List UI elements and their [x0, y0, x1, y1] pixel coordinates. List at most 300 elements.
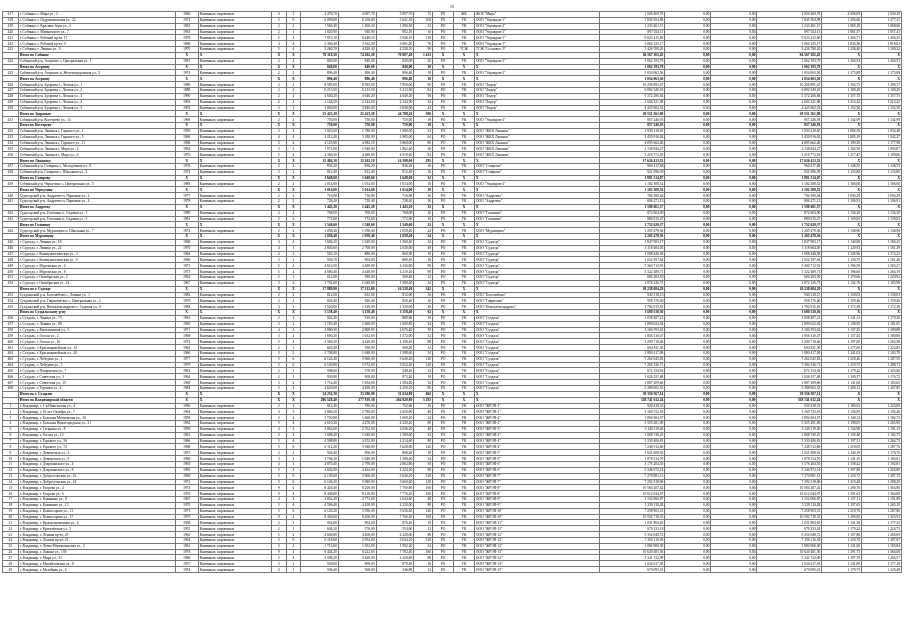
- table-cell: Х: [286, 111, 301, 117]
- table-cell: 5: [271, 140, 286, 146]
- table-cell: Х: [862, 204, 902, 210]
- table-cell: 1 720,40: [301, 321, 339, 327]
- table-cell: 4 560,20: [301, 339, 339, 345]
- table-cell: 1 205 478,36: [757, 234, 822, 240]
- table-cell: 1 520,00: [338, 304, 376, 310]
- table-cell: 465: [3, 368, 19, 374]
- table-cell: 1: [3, 403, 19, 409]
- table-cell: 0,00: [711, 397, 757, 403]
- table-cell: 29 551 561,90: [600, 111, 665, 117]
- table-cell: РО: [433, 321, 454, 327]
- table-cell: 0,00: [711, 286, 757, 292]
- table-cell: РО: [433, 426, 454, 432]
- table-cell: 0,00: [665, 76, 711, 82]
- table-cell: 2: [286, 543, 301, 549]
- table-cell: Х: [175, 52, 198, 58]
- table-cell: Х: [862, 76, 902, 82]
- table-cell: 1 698,40: [301, 432, 339, 438]
- table-cell: 0,00: [711, 263, 757, 269]
- table-cell: 1969: [175, 473, 198, 479]
- table-cell: 0,00: [711, 87, 757, 93]
- table-cell: 1964: [175, 374, 198, 380]
- table-cell: Каменные, кирпичные: [198, 537, 271, 543]
- table-cell: 1: [286, 274, 301, 280]
- table-cell: 28: [3, 561, 19, 567]
- table-cell: 812,00: [338, 292, 376, 298]
- table-cell: г. Владимир, г. Добросельская ул., 24: [18, 479, 175, 485]
- table-cell: 1 140,19: [822, 450, 862, 456]
- table-cell: 840,00: [338, 64, 376, 70]
- table-cell: УК: [453, 199, 474, 205]
- table-cell: 0,00: [665, 350, 711, 356]
- table-cell: Х: [175, 111, 198, 117]
- table-cell: 0,00: [665, 210, 711, 216]
- table-cell: Х: [271, 123, 286, 129]
- table-cell: г. Владимир, г. Большая Московская ул., 10: [18, 415, 175, 421]
- table-cell: ООО "ЖРЭП-2": [474, 415, 600, 421]
- table-cell: 25 423,20: [338, 111, 376, 117]
- table-cell: 0,00: [665, 397, 711, 403]
- table-cell: г. Владимир, г. Горького ул., 72: [18, 444, 175, 450]
- table-cell: РО: [433, 356, 454, 362]
- table-cell: 1 200,22: [862, 47, 902, 53]
- table-cell: 4: [286, 549, 301, 555]
- table-cell: 0,00: [665, 567, 711, 573]
- table-cell: 286 528,40: [301, 397, 339, 403]
- table-cell: 1 287,76: [862, 444, 902, 450]
- table-cell: 32: [414, 432, 433, 438]
- table-cell: 2 880,30: [301, 327, 339, 333]
- table-cell: 1 157,75: [822, 93, 862, 99]
- table-cell: 3: [271, 456, 286, 462]
- table-cell: 467: [3, 380, 19, 386]
- table-cell: 16: [414, 193, 433, 199]
- table-cell: УК: [453, 35, 474, 41]
- table-cell: 0,00: [711, 181, 757, 187]
- table-cell: РО: [433, 350, 454, 356]
- table-cell: 7 256 116,94: [600, 537, 665, 543]
- table-cell: УК: [453, 386, 474, 392]
- table-cell: Собинский р-н, Костерево ул., 14: [18, 117, 175, 123]
- table-cell: 1 177,32: [862, 520, 902, 526]
- table-cell: 5 946,10: [376, 35, 414, 41]
- table-cell: 1 364,68: [862, 491, 902, 497]
- table-cell: Х: [271, 310, 286, 316]
- table-cell: 1 102,50: [822, 146, 862, 152]
- table-cell: 4 640,20: [376, 93, 414, 99]
- table-cell: 0,00: [665, 41, 711, 47]
- table-cell: 18: [414, 70, 433, 76]
- table-cell: РО: [433, 134, 454, 140]
- table-cell: 120: [414, 444, 433, 450]
- table-cell: 34: [414, 380, 433, 386]
- table-cell: 5: [271, 35, 286, 41]
- table-cell: 1 166,00: [822, 181, 862, 187]
- table-cell: ООО "Суздаль": [474, 333, 600, 339]
- table-cell: 3: [271, 304, 286, 310]
- table-cell: 1 172,23: [862, 251, 902, 257]
- table-cell: 0,00: [665, 339, 711, 345]
- table-cell: 921 096,39: [757, 169, 822, 175]
- table-cell: 5: [271, 269, 286, 275]
- table-cell: 0,00: [711, 345, 757, 351]
- table-cell: ООО "Судогда": [474, 263, 600, 269]
- table-cell: 1 690,20: [301, 333, 339, 339]
- table-cell: 5: [271, 339, 286, 345]
- table-cell: Каменные, кирпичные: [198, 485, 271, 491]
- table-cell: 0,00: [711, 251, 757, 257]
- table-cell: 0,00: [711, 333, 757, 339]
- table-cell: 1969: [175, 380, 198, 386]
- table-cell: 0,00: [665, 64, 711, 70]
- table-cell: Х: [453, 391, 474, 397]
- table-cell: 836,20: [338, 163, 376, 169]
- table-cell: 5 634,20: [376, 537, 414, 543]
- table-cell: 768,00: [376, 210, 414, 216]
- table-cell: Х: [271, 175, 286, 181]
- table-cell: 5 339 110,28: [757, 502, 822, 508]
- table-cell: УК: [453, 350, 474, 356]
- table-cell: Х: [474, 175, 600, 181]
- table-cell: 4 580,40: [301, 269, 339, 275]
- table-cell: УК: [453, 333, 474, 339]
- table-cell: Каменные, кирпичные: [198, 356, 271, 362]
- table-cell: 940 318,15: [757, 292, 822, 298]
- table-cell: 1 267,85: [862, 386, 902, 392]
- table-cell: ООО "ЖКХ Лакинск": [474, 134, 600, 140]
- table-cell: 1 580,00: [376, 432, 414, 438]
- table-cell: 0,00: [711, 310, 757, 316]
- table-cell: 4 228,60: [376, 532, 414, 538]
- table-cell: 16: [414, 298, 433, 304]
- table-cell: г. Владимир, г. Комиссарова ул., 17: [18, 514, 175, 520]
- table-cell: Х: [286, 52, 301, 58]
- table-cell: 2: [271, 450, 286, 456]
- table-cell: 3: [286, 497, 301, 503]
- table-cell: г. Собинка, г. Мира ул., 3: [18, 12, 175, 18]
- table-cell: 0,00: [665, 426, 711, 432]
- table-cell: 5 954,00: [338, 537, 376, 543]
- table-cell: 429: [3, 99, 19, 105]
- table-cell: ООО "Судогда": [474, 251, 600, 257]
- table-cell: 1 225,66: [862, 368, 902, 374]
- table-cell: 2: [286, 193, 301, 199]
- table-cell: 1 287,87: [862, 537, 902, 543]
- table-cell: Х: [862, 187, 902, 193]
- table-cell: 2: [271, 70, 286, 76]
- table-cell: 2: [286, 117, 301, 123]
- table-cell: 2 662,80: [376, 461, 414, 467]
- table-cell: 1 177,65: [822, 345, 862, 351]
- table-cell: 1 014,00: [338, 187, 376, 193]
- table-cell: УК: [453, 134, 474, 140]
- table-cell: 3: [271, 432, 286, 438]
- table-cell: ООО "Судогда": [474, 274, 600, 280]
- table-cell: 840,00: [301, 64, 339, 70]
- table-cell: 5 960,00: [338, 356, 376, 362]
- table-cell: 1965: [175, 23, 198, 29]
- table-cell: 0,00: [711, 456, 757, 462]
- table-cell: Х: [175, 234, 198, 240]
- table-cell: Х: [474, 64, 600, 70]
- table-cell: 448: [3, 257, 19, 263]
- table-cell: УК: [453, 467, 474, 473]
- table-cell: 1967: [175, 497, 198, 503]
- table-cell: 1 058,40: [338, 228, 376, 234]
- table-cell: 7 760,80: [376, 485, 414, 491]
- table-cell: Х: [286, 286, 301, 292]
- table-cell: 5 972,00: [338, 362, 376, 368]
- table-cell: 4 612,50: [301, 263, 339, 269]
- table-cell: 0,00: [665, 473, 711, 479]
- table-cell: 7 248 512,60: [600, 444, 665, 450]
- table-cell: 1 720,80: [301, 415, 339, 421]
- table-cell: 20 238 684,29: [757, 286, 822, 292]
- table-cell: 0,00: [711, 467, 757, 473]
- table-cell: Х: [453, 222, 474, 228]
- table-cell: 836,20: [376, 163, 414, 169]
- table-cell: 34 252,30: [301, 391, 339, 397]
- table-cell: 6 130,60: [301, 473, 339, 479]
- table-cell: 1 264,52: [822, 58, 862, 64]
- table-cell: 768,00: [338, 210, 376, 216]
- table-cell: УК: [453, 479, 474, 485]
- table-cell: 5 210 772,18: [600, 152, 665, 158]
- table-cell: 806 271,13: [757, 199, 822, 205]
- table-cell: 921 096,39: [600, 169, 665, 175]
- table-cell: Итого по Собинке: [18, 52, 175, 58]
- table-cell: 1 287,55: [862, 356, 902, 362]
- table-cell: г. Владимир, г. Большая Нижегородская ул., 21: [18, 421, 175, 427]
- table-cell: 0,00: [665, 111, 711, 117]
- table-cell: Х: [433, 52, 454, 58]
- table-cell: 3 450 916,02: [600, 134, 665, 140]
- table-cell: 5 352 048,72: [600, 532, 665, 538]
- table-cell: 1 878 314,70: [757, 456, 822, 462]
- table-cell: 554,60: [376, 526, 414, 532]
- table-cell: 88: [414, 467, 433, 473]
- table-cell: 0,00: [711, 438, 757, 444]
- table-cell: 1966: [175, 438, 198, 444]
- table-cell: 16: [414, 292, 433, 298]
- table-cell: 2 138 844,27: [600, 146, 665, 152]
- table-cell: 1 291,73: [822, 549, 862, 555]
- table-cell: 428: [3, 93, 19, 99]
- table-cell: Х: [453, 123, 474, 129]
- table-cell: 4: [271, 134, 286, 140]
- table-cell: Х: [453, 76, 474, 82]
- table-cell: 1 141,00: [822, 561, 862, 567]
- table-cell: РО: [433, 374, 454, 380]
- table-cell: 0,00: [711, 426, 757, 432]
- table-cell: Каменные, кирпичные: [198, 298, 271, 304]
- table-cell: Х: [271, 286, 286, 292]
- table-cell: 1 142,99: [822, 117, 862, 123]
- table-cell: 48: [414, 426, 433, 432]
- table-cell: 1955: [175, 526, 198, 532]
- table-cell: Каменные, кирпичные: [198, 444, 271, 450]
- table-cell: 1972: [175, 228, 198, 234]
- table-cell: 896,40: [338, 70, 376, 76]
- table-cell: РО: [433, 47, 454, 53]
- table-cell: 7 845 504,98: [757, 17, 822, 23]
- table-cell: г. Суздаль, г. Гоголя ул., 10: [18, 339, 175, 345]
- table-cell: 0,00: [665, 87, 711, 93]
- table-cell: 1954: [175, 567, 198, 573]
- table-cell: 684 203,50: [757, 274, 822, 280]
- table-cell: 7 292 518,06: [757, 479, 822, 485]
- table-cell: Х: [474, 111, 600, 117]
- table-cell: 1 152,50: [862, 105, 902, 111]
- table-cell: ООО "Судогда": [474, 245, 600, 251]
- table-cell: 1971: [175, 327, 198, 333]
- table-cell: Х: [862, 123, 902, 129]
- table-cell: 2: [271, 251, 286, 257]
- table-cell: Х: [198, 76, 271, 82]
- table-cell: 840,00: [376, 58, 414, 64]
- table-cell: Каменные, кирпичные: [198, 561, 271, 567]
- table-cell: 22: [3, 526, 19, 532]
- table-cell: 1962: [175, 274, 198, 280]
- table-cell: УК: [453, 421, 474, 427]
- table-cell: 1977: [175, 356, 198, 362]
- table-cell: Итого по Головину: [18, 222, 175, 228]
- table-cell: 32: [414, 239, 433, 245]
- table-cell: 896,40: [301, 76, 339, 82]
- table-cell: 12: [414, 368, 433, 374]
- table-cell: ООО "ЖРЭП-8": [474, 491, 600, 497]
- table-cell: 784 390,44: [600, 193, 665, 199]
- table-cell: ООО "Управдом-2": [474, 29, 600, 35]
- table-cell: 1963: [175, 315, 198, 321]
- table-cell: Каменные, кирпичные: [198, 239, 271, 245]
- table-cell: 1 291,63: [822, 491, 862, 497]
- table-cell: 1 139,48: [822, 432, 862, 438]
- table-cell: Х: [453, 286, 474, 292]
- table-cell: 1 148,55: [822, 163, 862, 169]
- table-cell: 934,60: [301, 520, 339, 526]
- table-cell: РО: [433, 199, 454, 205]
- table-cell: 4 250,20: [376, 386, 414, 392]
- table-cell: 1 024 617,03: [600, 561, 665, 567]
- table-cell: Х: [822, 397, 862, 403]
- table-cell: 672 154,92: [757, 368, 822, 374]
- table-cell: 1 031 804,65: [600, 520, 665, 526]
- table-cell: 2 676,40: [376, 327, 414, 333]
- table-cell: Х: [453, 52, 474, 58]
- table-cell: 0,00: [665, 123, 711, 129]
- table-cell: 82: [414, 152, 433, 158]
- table-cell: 2: [271, 117, 286, 123]
- table-cell: 3: [3, 415, 19, 421]
- table-cell: 24: [3, 537, 19, 543]
- table-cell: 1 182,73: [862, 415, 902, 421]
- table-cell: Х: [822, 64, 862, 70]
- table-cell: 0,00: [665, 228, 711, 234]
- table-cell: 0,00: [665, 391, 711, 397]
- table-cell: 1 042,37: [862, 134, 902, 140]
- table-cell: УК: [453, 292, 474, 298]
- table-cell: УК: [453, 82, 474, 88]
- table-cell: 0,00: [711, 193, 757, 199]
- table-cell: г. Владимир, г. Гоголя ул., 12: [18, 432, 175, 438]
- table-cell: Х: [198, 187, 271, 193]
- table-cell: 940 318,15: [600, 292, 665, 298]
- table-cell: ООО "ЖРЭП-4": [474, 444, 600, 450]
- table-cell: 2 772,00: [338, 497, 376, 503]
- table-cell: 10 256 891,47: [600, 82, 665, 88]
- table-cell: 1 093,07: [862, 146, 902, 152]
- table-cell: 0,00: [711, 497, 757, 503]
- table-cell: 0,00: [711, 17, 757, 23]
- table-cell: 1 184,01: [862, 456, 902, 462]
- table-cell: 4: [286, 514, 301, 520]
- table-cell: Каменные, кирпичные: [198, 17, 271, 23]
- table-cell: 0,00: [711, 292, 757, 298]
- table-cell: 0,00: [711, 304, 757, 310]
- table-cell: 4 620,60: [301, 386, 339, 392]
- table-cell: 0,00: [711, 99, 757, 105]
- table-cell: 750,00: [301, 123, 339, 129]
- table-cell: 2: [271, 345, 286, 351]
- table-cell: УК: [453, 23, 474, 29]
- table-cell: 872 604,90: [757, 210, 822, 216]
- table-cell: 32: [414, 175, 433, 181]
- table-cell: 2: [271, 199, 286, 205]
- table-cell: РО: [433, 549, 454, 555]
- table-cell: 670 095,41: [757, 567, 822, 573]
- table-cell: 3 450 916,02: [757, 134, 822, 140]
- table-cell: 5 355 281,09: [757, 421, 822, 427]
- table-cell: 0,00: [665, 374, 711, 380]
- table-cell: 0,00: [665, 409, 711, 415]
- table-cell: РО: [433, 567, 454, 573]
- table-cell: 1 176,72: [862, 374, 902, 380]
- table-cell: 3 840,00: [338, 105, 376, 111]
- table-cell: УК: [453, 567, 474, 573]
- table-cell: УК: [453, 432, 474, 438]
- housing-register-table: [2, 11, 902, 573]
- table-cell: Каменные, кирпичные: [198, 99, 271, 105]
- table-cell: 160: [414, 491, 433, 497]
- table-cell: 1 022 197,64: [757, 257, 822, 263]
- table-cell: 1 592,20: [376, 543, 414, 549]
- table-cell: 10 256 891,47: [757, 82, 822, 88]
- table-cell: Каменные, кирпичные: [198, 380, 271, 386]
- table-cell: Каменные, кирпичные: [198, 140, 271, 146]
- table-cell: 840,00: [301, 58, 339, 64]
- table-cell: 120: [414, 479, 433, 485]
- table-cell: 0,00: [711, 532, 757, 538]
- table-cell: Х: [433, 64, 454, 70]
- table-cell: 425: [3, 70, 19, 76]
- table-cell: 0,00: [665, 403, 711, 409]
- table-cell: ООО "ЖРЭП-1": [474, 403, 600, 409]
- table-cell: 4 082,10: [338, 140, 376, 146]
- table-cell: 1964: [175, 409, 198, 415]
- table-cell: РО: [433, 532, 454, 538]
- table-cell: РО: [433, 438, 454, 444]
- table-cell: 2 604 321,08: [600, 99, 665, 105]
- table-cell: 1 214,42: [822, 99, 862, 105]
- table-cell: 90: [414, 47, 433, 53]
- table-cell: 5 260,70: [301, 47, 339, 53]
- table-cell: 4 190,40: [376, 339, 414, 345]
- table-cell: РО: [433, 479, 454, 485]
- table-cell: 4: [286, 555, 301, 561]
- table-cell: г. Владимир, г. Каманина ул., 9: [18, 497, 175, 503]
- table-cell: ООО "Суздаль": [474, 368, 600, 374]
